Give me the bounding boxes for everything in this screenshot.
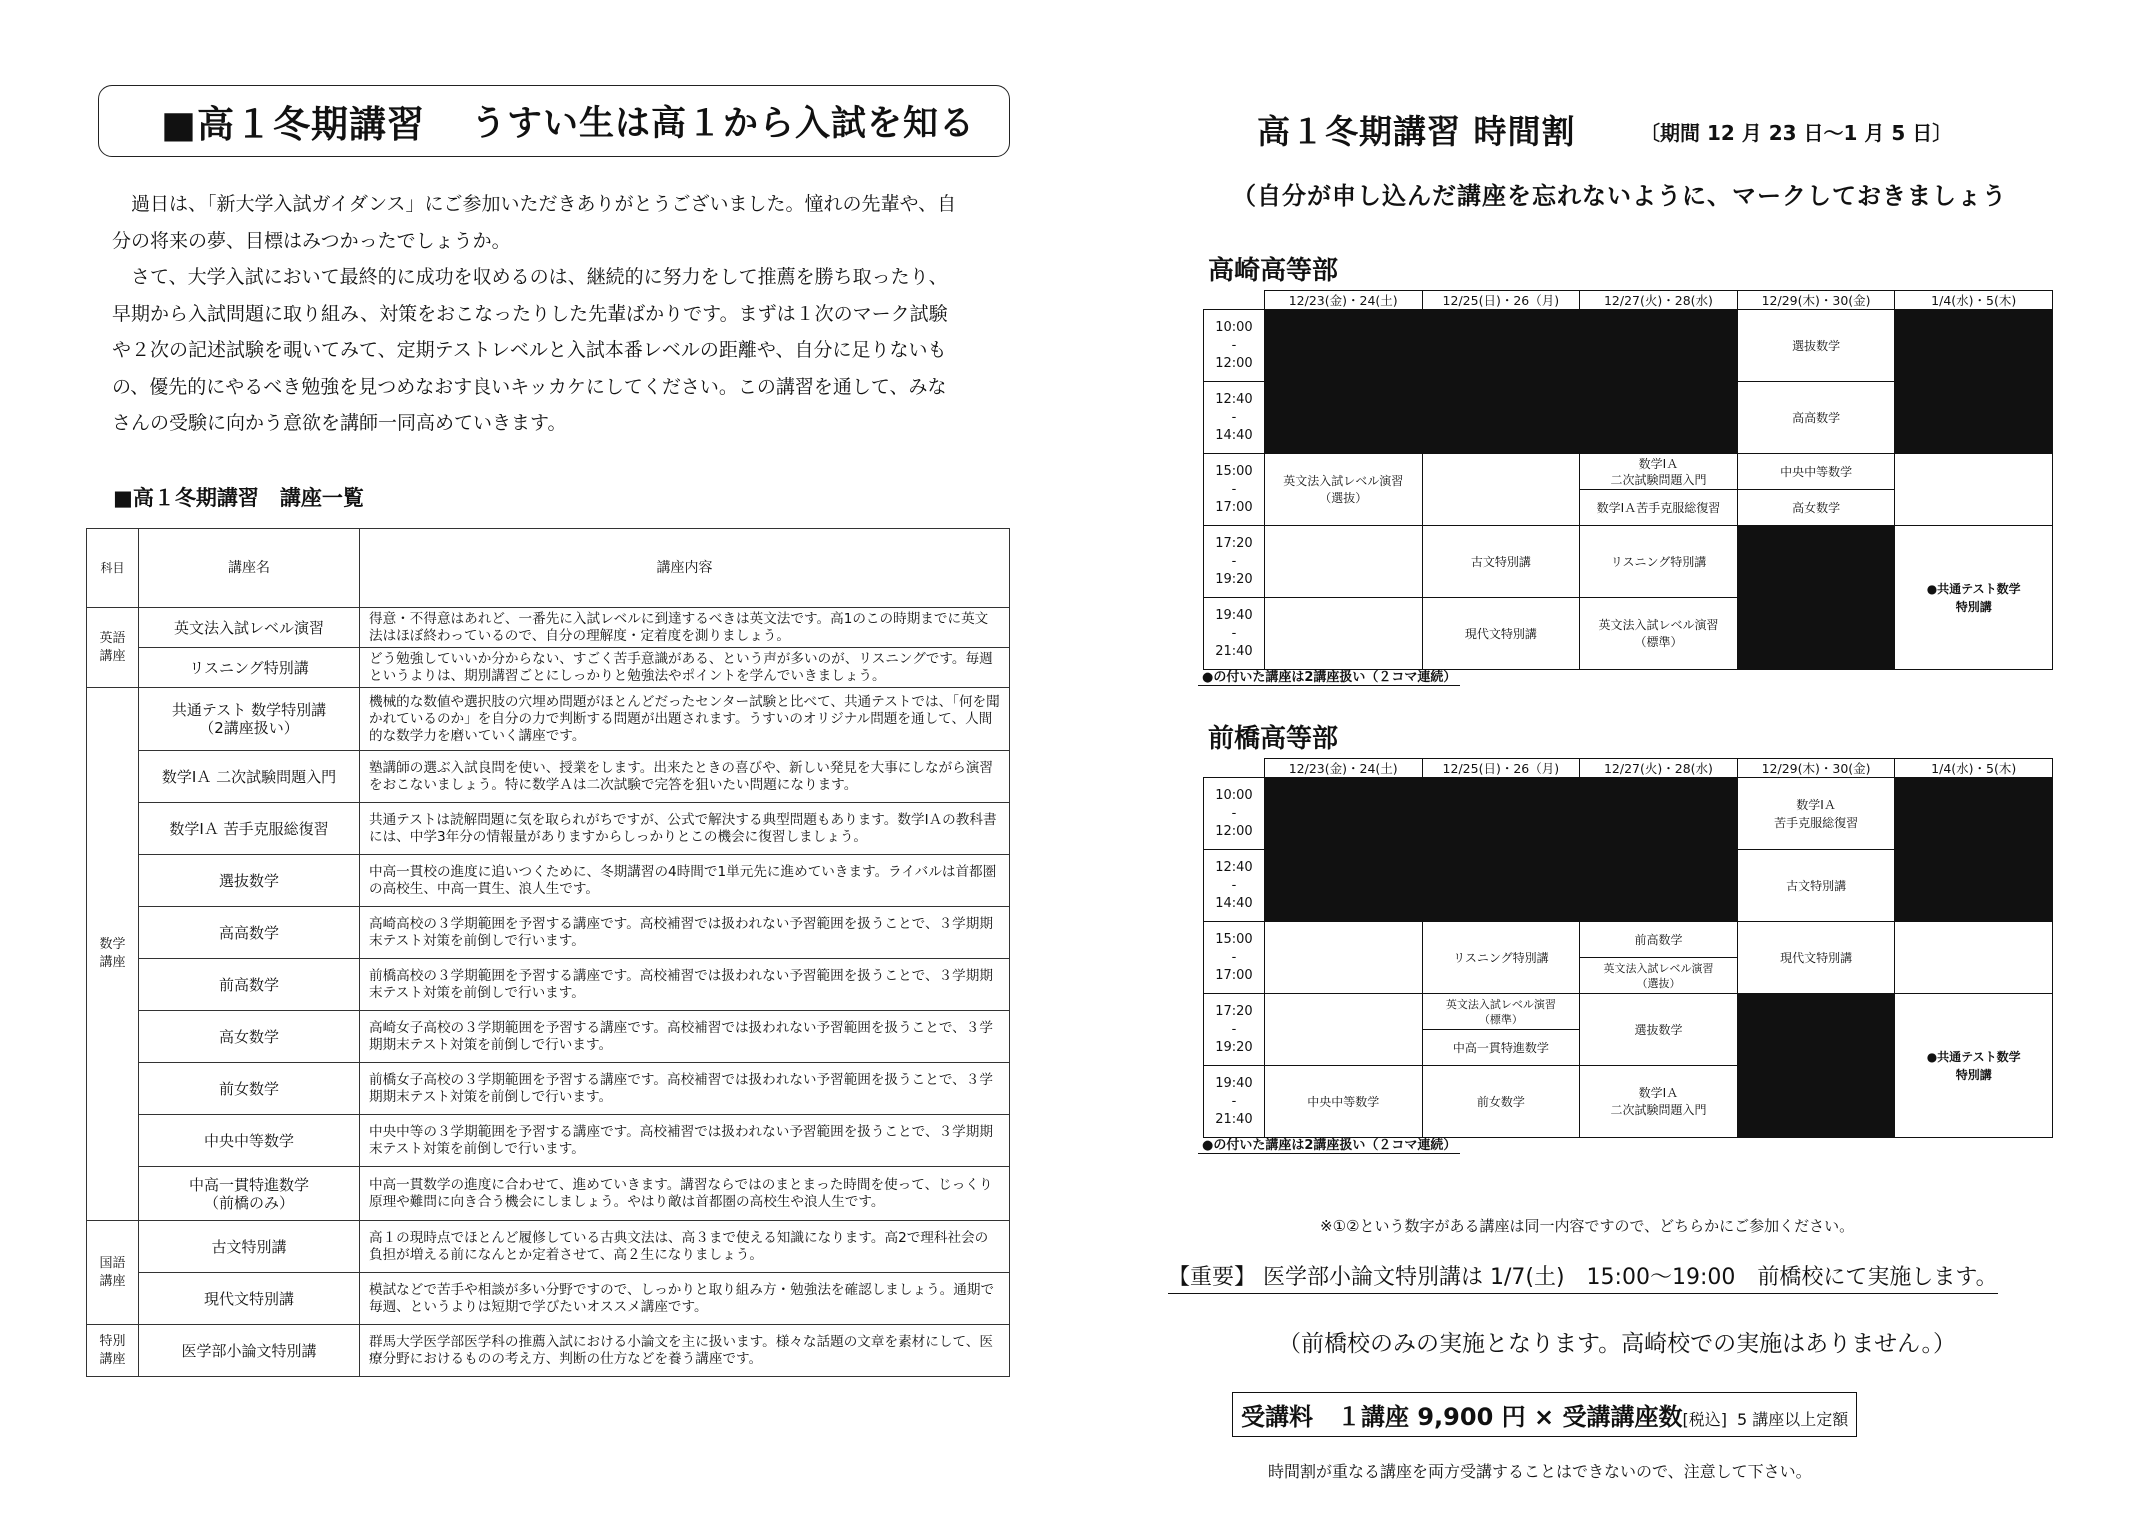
header-category: 科目 [87,529,139,608]
class-cell: 現代文特別講 [1737,922,1895,994]
day-header-row [1204,291,2053,310]
timetable-row [1204,454,2053,526]
unavailable-cell [1264,310,1422,382]
table-row [87,751,1010,803]
course-name: 数学ⅠＡ 二次試験問題入門 [139,751,360,803]
course-desc: どう勉強していいか分からない、すごく苦手意識がある、という声が多いのが、リスニングです。毎週というよりは、期別講習ごとにしっかりと勉強法やポイントを学んでいきましょう。 [360,648,1010,688]
day-header: 12/27(火)・28(水) [1580,291,1738,310]
class-cell: 選抜数学 [1737,310,1895,382]
unavailable-cell [1264,850,1422,922]
table-row [87,1011,1010,1063]
course-name: リスニング特別講 [139,648,360,688]
class-cell-split [1422,994,1580,1066]
time-slot: 19:40 - 21:40 [1204,598,1265,670]
class-cell: 数学ⅠＡ苦手克服総復習 [1580,489,1737,525]
course-desc: 群馬大学医学部医学科の推薦入試における小論文を主に扱います。様々な話題の文章を素材にして、医療分野におけるものの考え方、判断の仕方などを養う講座です。 [360,1325,1010,1377]
course-desc: 機械的な数値や選択肢の穴埋め問題がほとんどだったセンター試験と比べて、共通テストでは、「何を聞かれているのか」を自分の力で判断する問題が出題されます。うすいのオリジナル問題を通して、人間的な数学力を磨いていく講座です。 [360,688,1010,751]
fee-tax-label: [税込] [1682,1410,1727,1429]
course-list-heading: ■高１冬期講習 講座一覧 [113,486,364,510]
maebashi-timetable [1203,758,2053,1138]
class-cell: 数学ⅠＡ 二次試験問題入門 [1580,1066,1738,1138]
timetable-row [1204,778,2053,850]
course-name: 数学ⅠＡ 苦手克服総復習 [139,803,360,855]
table-row [87,959,1010,1011]
category-english-label: 英語 講座 [99,630,126,664]
unavailable-cell [1422,778,1580,850]
course-desc: 高崎女子高校の３学期範囲を予習する講座です。高校補習では扱われない予習範囲を扱うことで、３学期期末テスト対策を前倒しで行います。 [360,1011,1010,1063]
timetable-period: 〔期間 12 月 23 日〜1 月 5 日〕 [1640,121,1953,145]
class-cell-split [1737,454,1895,526]
takasaki-timetable [1203,290,2053,670]
course-name: 英文法入試レベル演習 [139,608,360,648]
timetable-row [1204,922,2053,994]
timetable-subtitle: （自分が申し込んだ講座を忘れないように、マークしておきましょう [1232,182,2007,210]
course-name: 選抜数学 [139,855,360,907]
intro-line: さて、大学入試において最終的に成功を収めるのは、継続的に努力をして推薦を勝ち取ったり、 [112,266,948,288]
unavailable-cell [1737,526,1895,670]
empty-cell [1422,454,1580,526]
day-header: 12/23(金)・24(土) [1264,291,1422,310]
day-header: 12/29(木)・30(金) [1737,291,1895,310]
class-cell: 英文法入試レベル演習 （選抜） [1264,454,1422,526]
fee-main: 受講料 １講座 9,900 円 × 受講講座数 [1241,1403,1683,1431]
day-header: 12/29(木)・30(金) [1737,759,1895,778]
intro-line: 分の将来の夢、目標はみつかったでしょうか。 [112,229,511,252]
time-slot: 17:20 - 19:20 [1204,526,1265,598]
course-table [86,528,1010,1377]
class-cell: リスニング特別講 [1580,526,1738,598]
timetable-row [1204,850,2053,922]
table-row [87,855,1010,907]
unavailable-cell [1580,778,1738,850]
class-cell: 前高数学 [1634,932,1683,947]
corner-cell [1204,291,1265,310]
class-cell: 英文法入試レベル演習 （標準） [1580,598,1738,670]
day-header: 12/25(日)・26（月) [1422,291,1580,310]
day-header: 1/4(水)・5(木) [1895,759,2053,778]
same-content-note: ※①②という数字がある講座は同一内容ですので、どちらかにご参加ください。 [1320,1217,1855,1235]
class-cell: 高女数学 [1738,489,1895,525]
maebashi-campus-name: 前橋高等部 [1208,724,1339,754]
unavailable-cell [1422,310,1580,382]
table-row [87,803,1010,855]
time-slot: 17:20 - 19:20 [1204,994,1265,1066]
intro-line: さんの受験に向かう意欲を講師一同高めていきます。 [112,412,567,434]
unavailable-cell [1895,850,2053,922]
overlap-warning: 時間割が重なる講座を両方受講することはできないので、注意して下さい。 [1268,1462,1812,1481]
table-row [87,1325,1010,1377]
course-desc: 高１の現時点でほとんど履修している古典文法は、高３まで使える知識になります。高2で理科社会の負担が増える前になんとか定着させて、高２生になりましょう。 [360,1221,1010,1273]
time-slot: 15:00 - 17:00 [1204,922,1265,994]
unavailable-cell [1895,310,2053,382]
category-math-label: 数学 講座 [99,937,126,970]
unavailable-cell [1895,382,2053,454]
class-cell: 高高数学 [1737,382,1895,454]
unavailable-cell [1737,994,1895,1138]
course-name: 医学部小論文特別講 [139,1325,360,1377]
table-row [87,1273,1010,1325]
course-table-header [87,529,1010,608]
timetable-row [1204,994,2053,1066]
course-desc: 塾講師の選ぶ入試良問を使い、授業をします。出来たときの喜びや、新しい発見を大事にしながら演習をおこないましょう。特に数学Ａは二次試験で完答を狙いたい問題になります。 [360,751,1010,803]
course-desc: 前橋女子高校の３学期範囲を予習する講座です。高校補習では扱われない予習範囲を扱うことで、３学期期末テスト対策を前倒しで行います。 [360,1063,1010,1115]
empty-cell [1895,454,2053,526]
class-cell: 英文法入試レベル演習 （標準） [1445,997,1556,1026]
header-name: 講座名 [139,529,360,608]
timetable-row [1204,526,2053,598]
time-slot: 10:00 - 12:00 [1204,310,1265,382]
unavailable-cell [1580,382,1738,454]
time-slot: 19:40 - 21:40 [1204,1066,1265,1138]
class-cell: リスニング特別講 [1422,922,1580,994]
table-row [87,1115,1010,1167]
takasaki-timetable-note: ●の付いた講座は2講座扱い（２コマ連続） [1198,666,1460,686]
class-cell: 数学ⅠＡ 二次試験問題入門 [1610,456,1707,487]
course-desc: 共通テストは読解問題に気を取られがちですが、公式で解決する典型問題もあります。数学ⅠＡの教科書には、中学3年分の情報量がありますからしっかりとこの機会に復習しましょう。 [360,803,1010,855]
table-row [87,608,1010,648]
course-name: 高女数学 [139,1011,360,1063]
day-header: 1/4(水)・5(木) [1895,291,2053,310]
course-desc: 得意・不得意はあれど、一番先に入試レベルに到達するべきは英文法です。高1のこの時期までに英文法はほぼ終わっているので、自分の理解度・定着度を測りましょう。 [360,608,1010,648]
empty-cell [1895,922,2053,994]
table-row [87,1063,1010,1115]
time-slot: 12:40 - 14:40 [1204,382,1265,454]
course-name: 中高一貫特進数学 （前橋のみ） [139,1167,360,1221]
course-name: 中央中等数学 [139,1115,360,1167]
day-header: 12/23(金)・24(土) [1264,759,1422,778]
unavailable-cell [1580,850,1738,922]
left-title-box [98,85,1010,157]
important-notice: 【重要】 医学部小論文特別講は 1/7(土) 15:00〜19:00 前橋校にて実施します。 [1168,1260,1998,1294]
intro-paragraph [112,186,1012,442]
intro-line: 過日は、「新大学入試ガイダンス」にご参加いただきありがとうございました。憧れの先輩や、自 [112,193,957,215]
class-cell: 数学ⅠＡ 苦手克服総復習 [1737,778,1895,850]
course-name: 共通テスト 数学特別講 （2講座扱い） [139,688,360,751]
empty-cell [1264,922,1422,994]
course-desc: 模試などで苦手や相談が多い分野ですので、しっかりと取り組み方・勉強法を確認しましょう。通期で毎週、というよりは短期で学びたいオススメ講座です。 [360,1273,1010,1325]
table-row [87,1167,1010,1221]
left-page-title: ■高１冬期講習 [161,103,425,146]
day-header: 12/27(火)・28(水) [1580,759,1738,778]
course-desc: 中央中等の３学期範囲を予習する講座です。高校補習では扱われない予習範囲を扱うことで、３学期期末テスト対策を前倒しで行います。 [360,1115,1010,1167]
category-english [87,608,139,688]
time-slot: 10:00 - 12:00 [1204,778,1265,850]
class-cell: ●共通テスト数学 特別講 [1895,994,2053,1138]
category-japanese [87,1221,139,1325]
maebashi-timetable-note: ●の付いた講座は2講座扱い（２コマ連続） [1198,1134,1460,1154]
takasaki-campus-name: 高崎高等部 [1208,256,1339,286]
intro-line: や２次の記述試験を覗いてみて、定期テストレベルと入試本番レベルの距離や、自分に足りないも [112,339,947,361]
empty-cell [1264,526,1422,598]
fee-discount-label: 5 講座以上定額 [1736,1410,1849,1429]
class-cell: 古文特別講 [1422,526,1580,598]
unavailable-cell [1422,382,1580,454]
course-desc: 前橋高校の３学期範囲を予習する講座です。高校補習では扱われない予習範囲を扱うことで、３学期期末テスト対策を前倒しで行います。 [360,959,1010,1011]
intro-line: 早期から入試問題に取り組み、対策をおこなったりした先輩ばかりです。まずは１次のマーク試験 [112,302,948,325]
timetable-row [1204,382,2053,454]
class-cell-split [1580,922,1738,994]
day-header-row [1204,759,2053,778]
time-slot: 12:40 - 14:40 [1204,850,1265,922]
category-math [87,688,139,1221]
class-cell: 前女数学 [1422,1066,1580,1138]
course-name: 古文特別講 [139,1221,360,1273]
table-row [87,907,1010,959]
unavailable-cell [1895,778,2053,850]
category-special [87,1325,139,1377]
corner-cell [1204,759,1265,778]
table-row [87,648,1010,688]
course-desc: 中高一貫数学の進度に合わせて、進めていきます。講習ならではのまとまった時間を使って、じっくり原理や難問に向き合う機会にしましょう。やはり敵は首都圏の高校生や浪人生です。 [360,1167,1010,1221]
empty-cell [1264,598,1422,670]
class-cell: 中高一貫特進数学 [1423,1029,1580,1065]
unavailable-cell [1422,850,1580,922]
unavailable-cell [1580,310,1738,382]
left-page-subtitle: うすい生は高１から入試を知る [470,104,975,144]
class-cell: ●共通テスト数学 特別講 [1895,526,2053,670]
table-row [87,1221,1010,1273]
unavailable-cell [1264,382,1422,454]
course-desc: 中高一貫校の進度に追いつくために、冬期講習の4時間で1単元先に進めていきます。ライバルは首都圏の高校生、中高一貫生、浪人生です。 [360,855,1010,907]
class-cell: 中央中等数学 [1780,464,1853,479]
class-cell: 古文特別講 [1737,850,1895,922]
fee-box [1232,1392,1857,1437]
class-cell-split [1580,454,1738,526]
category-japanese-label: 国語 講座 [99,1255,126,1289]
category-special-label: 特別 講座 [99,1333,126,1367]
course-name: 高高数学 [139,907,360,959]
table-row [87,688,1010,751]
class-cell: 英文法入試レベル演習 （選抜） [1580,957,1737,993]
intro-line: の、優先的にやるべき勉強を見つめなおす良いキッカケにしてください。この講習を通して、みな [112,375,947,398]
course-name: 現代文特別講 [139,1273,360,1325]
empty-cell [1264,994,1422,1066]
course-name: 前高数学 [139,959,360,1011]
unavailable-cell [1264,778,1422,850]
class-cell: 中央中等数学 [1264,1066,1422,1138]
header-content: 講座内容 [360,529,1010,608]
class-cell: 選抜数学 [1580,994,1738,1066]
day-header: 12/25(日)・26（月) [1422,759,1580,778]
course-name: 前女数学 [139,1063,360,1115]
time-slot: 15:00 - 17:00 [1204,454,1265,526]
class-cell: 現代文特別講 [1422,598,1580,670]
important-notice-sub: （前橋校のみの実施となります。高崎校での実施はありません。） [1278,1331,1957,1357]
timetable-title: 高１冬期講習 時間割 [1257,112,1576,151]
course-desc: 高崎高校の３学期範囲を予習する講座です。高校補習では扱われない予習範囲を扱うことで、３学期期末テスト対策を前倒しで行います。 [360,907,1010,959]
timetable-row [1204,310,2053,382]
